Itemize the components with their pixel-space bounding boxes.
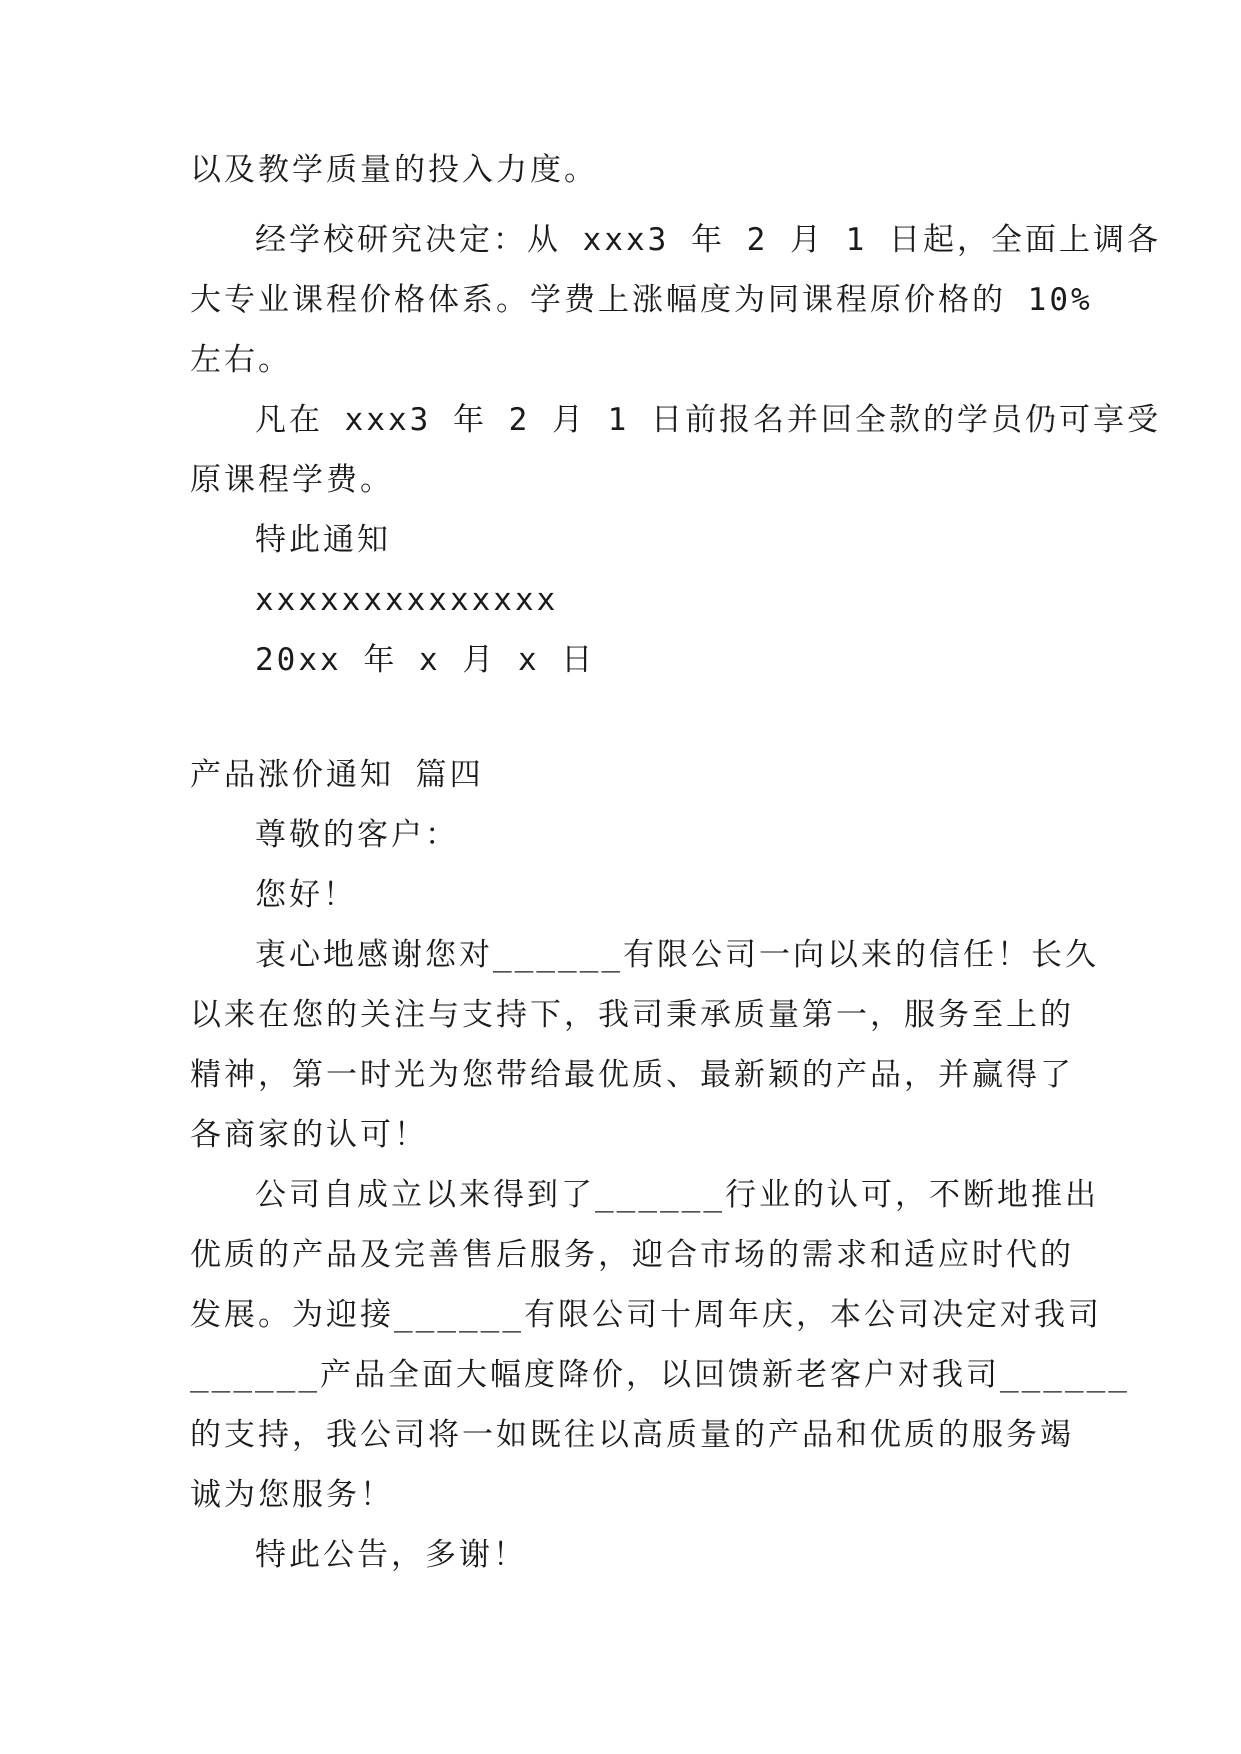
text-line-20: ______产品全面大幅度降价，以回馈新老客户对我司______ — [190, 1357, 1130, 1393]
text-line-5: 凡在 xxx3 年 2 月 1 日前报名并回全款的学员仍可享受 — [255, 402, 1161, 438]
text-line-21: 的支持，我公司将一如既往以高质量的产品和优质的服务竭 — [190, 1417, 1074, 1453]
text-line-18: 优质的产品及完善售后服务，迎合市场的需求和适应时代的 — [190, 1237, 1074, 1273]
text-line-14: 以来在您的关注与支持下，我司秉承质量第一，服务至上的 — [190, 997, 1074, 1033]
date-line: 20xx 年 x 月 x 日 — [255, 642, 596, 678]
signature-line: xxxxxxxxxxxxxx — [255, 582, 559, 618]
closing-line: 特此公告，多谢！ — [255, 1537, 527, 1573]
text-line-3: 大专业课程价格体系。学费上涨幅度为同课程原价格的 10% — [190, 282, 1093, 318]
text-line-19: 发展。为迎接______有限公司十周年庆，本公司决定对我司 — [190, 1297, 1102, 1333]
text-line-7: 特此通知 — [255, 522, 391, 558]
section-heading: 产品涨价通知 篇四 — [190, 757, 484, 793]
hello-line: 您好！ — [255, 877, 357, 913]
text-line-17: 公司自成立以来得到了______行业的认可，不断地推出 — [255, 1177, 1099, 1213]
greeting-line: 尊敬的客户： — [255, 817, 459, 853]
text-line-13: 衷心地感谢您对______有限公司一向以来的信任！长久 — [255, 937, 1099, 973]
text-line-4: 左右。 — [190, 342, 292, 378]
text-line-22: 诚为您服务！ — [190, 1477, 394, 1513]
text-line-2: 经学校研究决定：从 xxx3 年 2 月 1 日起，全面上调各 — [255, 222, 1161, 258]
text-line-6: 原课程学费。 — [190, 462, 394, 498]
text-line-16: 各商家的认可！ — [190, 1117, 428, 1153]
text-line-1: 以及教学质量的投入力度。 — [190, 152, 598, 188]
text-line-15: 精神，第一时光为您带给最优质、最新颖的产品，并赢得了 — [190, 1057, 1074, 1093]
